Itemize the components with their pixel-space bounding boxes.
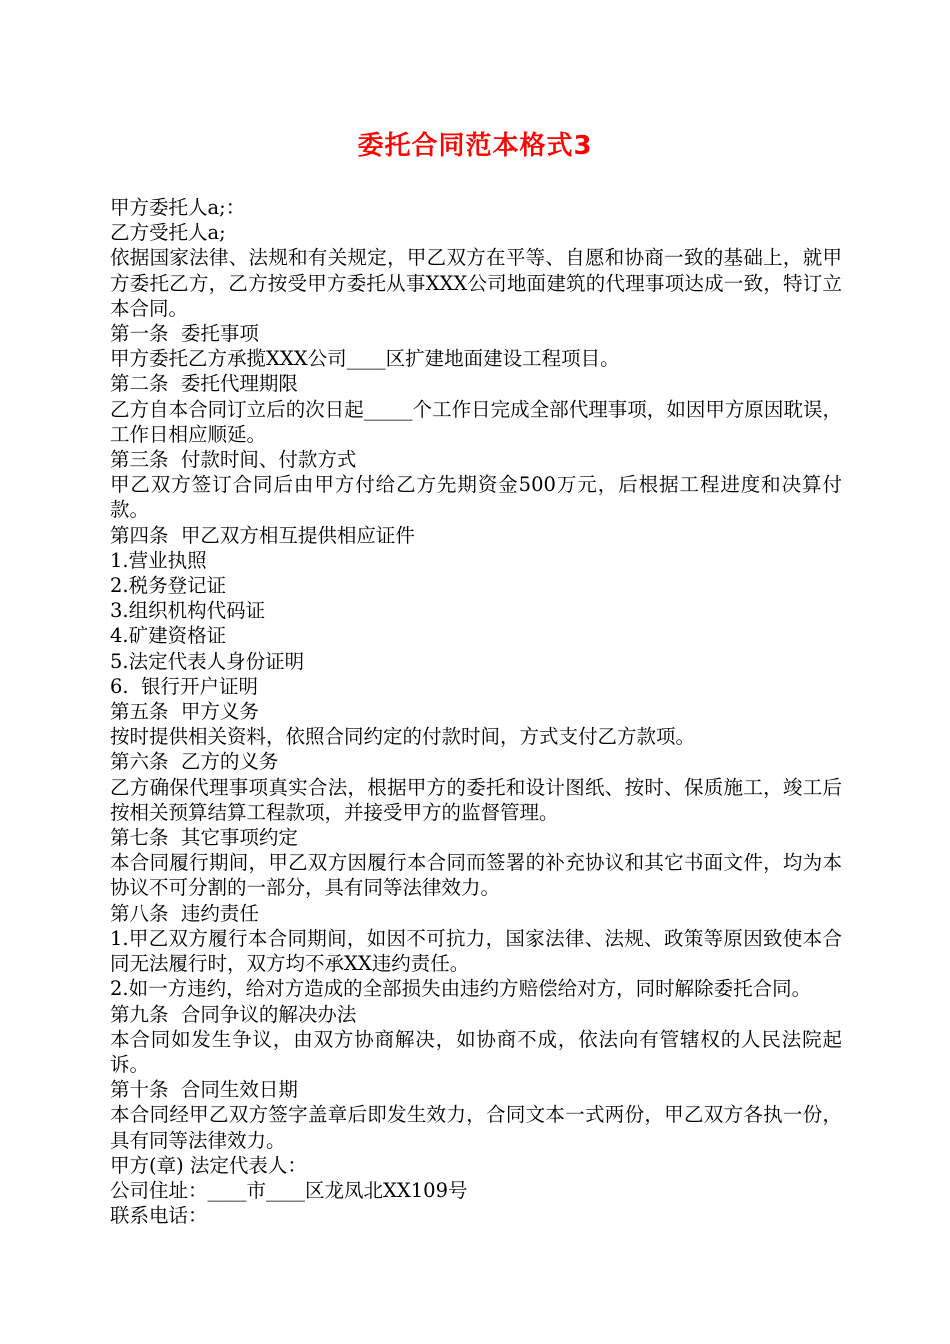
article-9-heading: 第九条 合同争议的解决办法: [110, 1002, 357, 1026]
company-address-line: 公司住址：____市____区龙凤北XX109号: [110, 1178, 468, 1202]
party-b-line: 乙方受托人a;: [110, 221, 226, 245]
article-3-heading: 第三条 付款时间、付款方式: [110, 448, 357, 472]
article-3-text: 甲乙双方签订合同后由甲方付给乙方先期资金500万元，后根据工程进度和决算付款。: [110, 473, 842, 522]
article-9-text: 本合同如发生争议，由双方协商解决，如协商不成，依法向有管辖权的人民法院起诉。: [110, 1027, 842, 1076]
contact-phone-line: 联系电话：: [110, 1204, 208, 1228]
article-1-text: 甲方委托乙方承揽XXX公司____区扩建地面建设工程项目。: [110, 347, 620, 371]
article-4-item-3: 3.组织机构代码证: [110, 599, 266, 623]
article-1-heading: 第一条 委托事项: [110, 322, 259, 346]
article-4-heading: 第四条 甲乙双方相互提供相应证件: [110, 523, 415, 547]
article-5-text: 按时提供相关资料，依照合同约定的付款时间，方式支付乙方款项。: [110, 725, 696, 749]
preamble-paragraph: 依据国家法律、法规和有关规定，甲乙双方在平等、自愿和协商一致的基础上，就甲方委托乙方，乙方按受甲方委托从事XXX公司地面建筑的代理事项达成一致，特订立本合同。: [110, 246, 842, 320]
article-8-heading: 第八条 违约责任: [110, 901, 259, 925]
article-6-heading: 第六条 乙方的义务: [110, 750, 279, 774]
article-2-heading: 第二条 委托代理期限: [110, 372, 298, 396]
article-5-heading: 第五条 甲方义务: [110, 700, 259, 724]
party-a-line: 甲方委托人a;：: [110, 196, 246, 219]
article-2-text: 乙方自本合同订立后的次日起_____个工作日完成全部代理事项，如因甲方原因耽误，工作日相应顺延。: [110, 397, 842, 446]
document-title: 委托合同范本格式3: [357, 131, 593, 161]
article-8-item-1: 1.甲乙双方履行本合同期间，如因不可抗力，国家法律、法规、政策等原因致使本合同无法履行时，双方均不承XX违约责任。: [110, 926, 842, 976]
article-4-item-5: 5.法定代表人身份证明: [110, 649, 305, 673]
article-7-text: 本合同履行期间，甲乙双方因履行本合同而签署的补充协议和其它书面文件，均为本协议不可分割的一部分，具有同等法律效力。: [110, 851, 842, 900]
document-body: [110, 195, 842, 1228]
article-4-item-2: 2.税务登记证: [110, 574, 227, 598]
article-10-heading: 第十条 合同生效日期: [110, 1078, 298, 1102]
article-6-text: 乙方确保代理事项真实合法，根据甲方的委托和设计图纸、按时、保质施工，竣工后按相关预算结算工程款项，并接受甲方的监督管理。: [110, 775, 842, 824]
article-4-item-6: 6. 银行开户证明: [110, 674, 259, 698]
article-8-item-2: 2.如一方违约，给对方造成的全部损失由违约方赔偿给对方，同时解除委托合同。: [110, 977, 812, 1001]
article-10-text: 本合同经甲乙双方签字盖章后即发生效力，合同文本一式两份，甲乙双方各执一份，具有同等法律效力。: [110, 1103, 842, 1152]
signature-party-a-line: 甲方(章) 法定代表人：: [110, 1153, 307, 1177]
article-4-item-4: 4.矿建资格证: [110, 624, 227, 648]
article-7-heading: 第七条 其它事项约定: [110, 826, 298, 850]
article-4-item-1: 1.营业执照: [110, 548, 207, 572]
